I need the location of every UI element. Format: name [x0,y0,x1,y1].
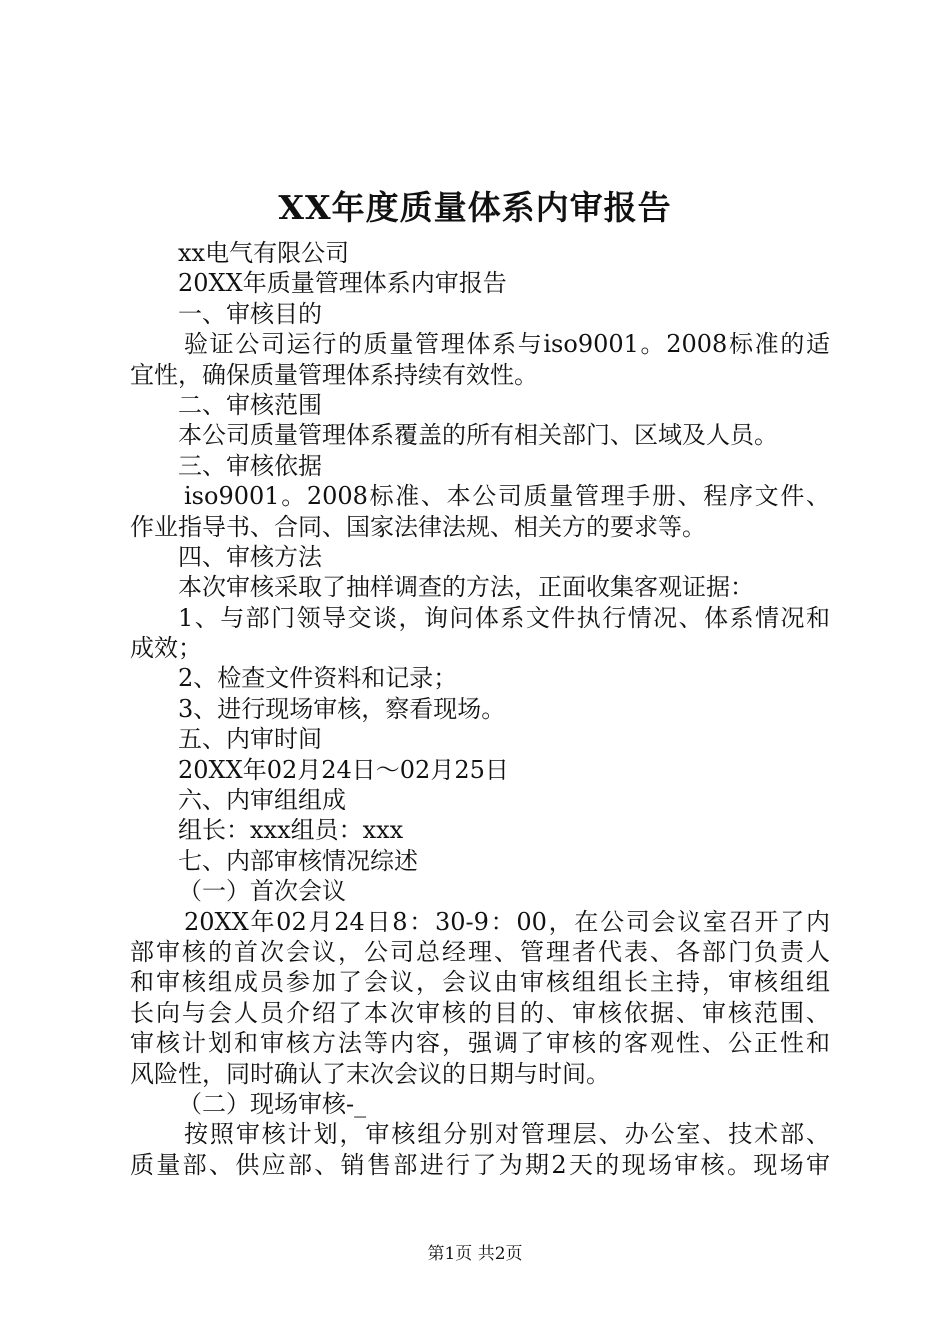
subsection-heading: （一）首次会议 [178,877,346,906]
paragraph-line: 宜性，确保质量管理体系持续有效性。 [130,360,538,389]
paragraph-line: 成效； [130,634,202,663]
document-body [130,238,830,1180]
section-heading: 六、内审组组成 [178,786,346,815]
paragraph-line: 验证公司运行的质量管理体系与iso9001。2008标准的适 [184,330,830,359]
paragraph-line: iso9001。2008标准、本公司质量管理手册、程序文件、 [184,482,830,511]
paragraph-line: 风险性，同时确认了末次会议的日期与时间。 [130,1059,610,1088]
section-heading: 一、审核目的 [178,299,322,328]
paragraph-line: 部审核的首次会议，公司总经理、管理者代表、各部门负责人 [130,937,830,966]
paragraph-line: 作业指导书、合同、国家法律法规、相关方的要求等。 [130,512,706,541]
page-footer: 第1页 共2页 [427,1244,523,1264]
paragraph-line: 本公司质量管理体系覆盖的所有相关部门、区域及人员。 [178,421,778,450]
paragraph-line: 本次审核采取了抽样调查的方法，正面收集客观证据： [178,573,754,602]
section-heading: 五、内审时间 [178,725,322,754]
section-heading: 四、审核方法 [178,542,322,571]
company-name: xx电气有限公司 [178,239,350,267]
paragraph-line: 20XX年02月24日8：30-9：00，在公司会议室召开了内 [184,907,830,936]
list-item: 2、检查文件资料和记录； [178,664,458,693]
paragraph-line: 和审核组成员参加了会议，会议由审核组组长主持，审核组组 [130,968,830,997]
paragraph-line: 审核计划和审核方法等内容，强调了审核的客观性、公正性和 [130,1029,830,1058]
paragraph-line: 质量部、供应部、销售部进行了为期2天的现场审核。现场审 [130,1150,830,1179]
paragraph-line: 20XX年02月24日～02月25日 [178,755,509,784]
subsection-heading: （二）现场审核-_ [178,1089,367,1118]
report-subtitle: 20XX年质量管理体系内审报告 [178,269,507,298]
list-item: 3、进行现场审核，察看现场。 [178,694,506,723]
paragraph-line: 按照审核计划，审核组分别对管理层、办公室、技术部、 [184,1120,830,1149]
paragraph-line: 长向与会人员介绍了本次审核的目的、审核依据、审核范围、 [130,998,830,1027]
section-heading: 七、内部审核情况综述 [178,846,418,875]
paragraph-line: 组长：xxx组员：xxx [178,816,404,845]
section-heading: 二、审核范围 [178,390,322,419]
list-item: 1、与部门领导交谈，询问体系文件执行情况、体系情况和 [178,603,830,632]
section-heading: 三、审核依据 [178,451,322,480]
document-title: XX年度质量体系内审报告 [278,188,672,227]
